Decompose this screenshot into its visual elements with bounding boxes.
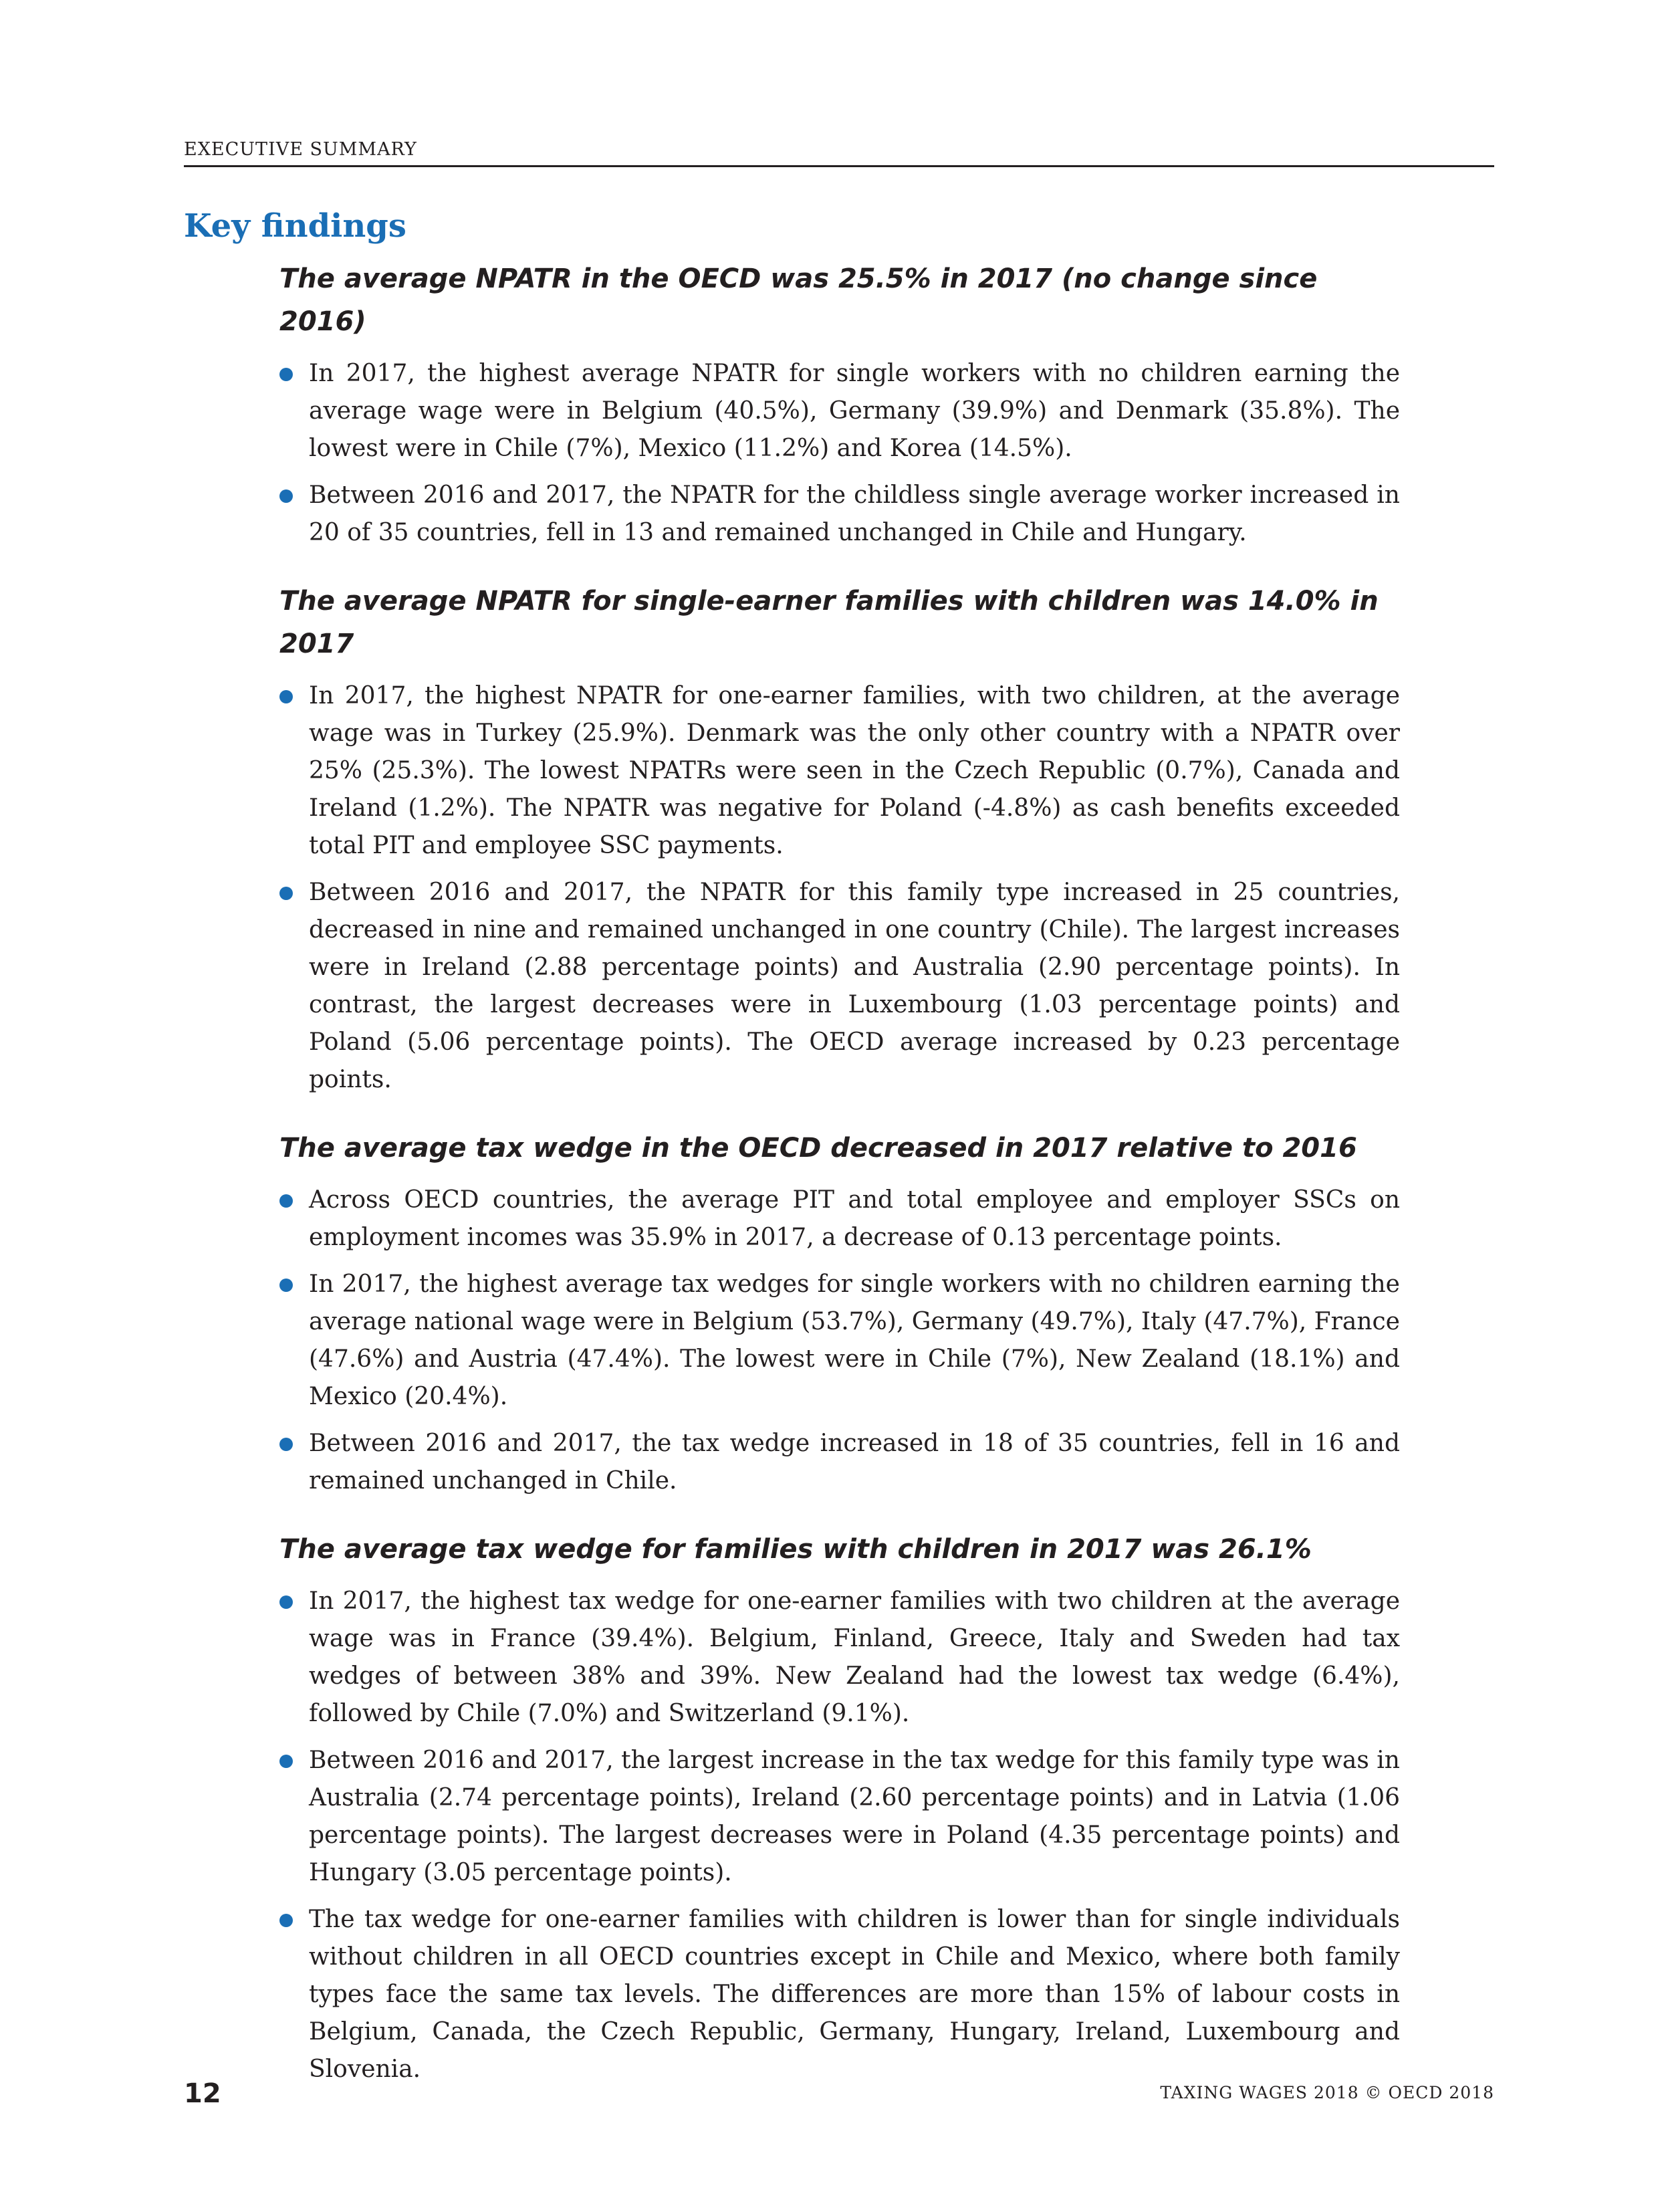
bullet-icon [279, 1755, 293, 1768]
bullet-item [279, 355, 1400, 467]
bullet-icon [279, 1279, 293, 1292]
bullet-text: Between 2016 and 2017, the tax wedge increased in 18 of 35 countries, fell in 16 and remained unchanged in Chile. [309, 1430, 1400, 1495]
bullet-text: Across OECD countries, the average PIT and total employee and employer SSCs on employment incomes was 35.9% in 2017, a decrease of 0.13 percentage points. [309, 1186, 1400, 1251]
finding-section [279, 257, 1400, 552]
bullet-text: Between 2016 and 2017, the largest increase in the tax wedge for this family type was in Australia (2.74 percentage points), Ireland (2.60 percentage points) and in Latvia (1.06 percentage points). The largest decreases were in Poland (4.35 percentage points) and Hungary (3.05 percentage points). [309, 1747, 1400, 1886]
bullet-icon [279, 887, 293, 900]
bullet-item [279, 1182, 1400, 1256]
bullet-list [279, 677, 1400, 1099]
bullet-icon [279, 489, 293, 503]
bullet-icon [279, 1194, 293, 1208]
finding-section [279, 1127, 1400, 1500]
section-heading: The average tax wedge in the OECD decreased in 2017 relative to 2016 [279, 1133, 1357, 1164]
bullet-item [279, 477, 1400, 552]
bullet-text: Between 2016 and 2017, the NPATR for this family type increased in 25 countries, decreased in nine and remained unchanged in one country (Chile). The largest increases were in Ireland (2.88 percentage points) and Australia (2.90 percentage points). In contrast, the largest decreases were in Luxembourg (1.03 percentage points) and Poland (5.06 percentage points). The OECD average increased by 0.23 percentage points. [309, 879, 1400, 1093]
bullet-item [279, 1583, 1400, 1733]
bullet-list [279, 355, 1400, 552]
bullet-icon [279, 1914, 293, 1927]
key-findings-content [279, 257, 1400, 2116]
bullet-item [279, 677, 1400, 865]
section-heading: The average NPATR in the OECD was 25.5% in 2017 (no change since 2016) [279, 263, 1318, 337]
bullet-text: In 2017, the highest average tax wedges for single workers with no children earning the average national wage were in Belgium (53.7%), Germany (49.7%), Italy (47.7%), France (47.6%) and Austria (47.4%). The lowest were in Chile (7%), New Zealand (18.1%) and Mexico (20.4%). [309, 1270, 1400, 1410]
bullet-text: In 2017, the highest NPATR for one-earner families, with two children, at the average wage was in Turkey (25.9%). Denmark was the only other country with a NPATR over 25% (25.3%). The lowest NPATRs were seen in the Czech Republic (0.7%), Canada and Ireland (1.2%). The NPATR was negative for Poland (-4.8%) as cash benefits exceeded total PIT and employee SSC payments. [309, 682, 1400, 859]
bullet-text: In 2017, the highest average NPATR for single workers with no children earning the average wage were in Belgium (40.5%), Germany (39.9%) and Denmark (35.8%). The lowest were in Chile (7%), Mexico (11.2%) and Korea (14.5%). [309, 360, 1400, 462]
finding-section [279, 580, 1400, 1099]
bullet-icon [279, 1595, 293, 1609]
bullet-list [279, 1182, 1400, 1500]
bullet-text: In 2017, the highest tax wedge for one-earner families with two children at the average wage was in France (39.4%). Belgium, Finland, Greece, Italy and Sweden had tax wedges of between 38% and 39%. New Zealand had the lowest tax wedge (6.4%), followed by Chile (7.0%) and Switzerland (9.1%). [309, 1587, 1400, 1727]
finding-section [279, 1528, 1400, 2088]
bullet-item [279, 1742, 1400, 1892]
bullet-item [279, 1425, 1400, 1500]
section-heading: The average NPATR for single-earner families with children was 14.0% in 2017 [279, 586, 1379, 659]
section-heading: The average tax wedge for families with children in 2017 was 26.1% [279, 1534, 1312, 1565]
page-title: Key findings [184, 207, 406, 245]
page-number: 12 [184, 2078, 221, 2109]
running-head: EXECUTIVE SUMMARY [184, 139, 1494, 167]
bullet-item [279, 1266, 1400, 1416]
bullet-list [279, 1583, 1400, 2088]
bullet-icon [279, 690, 293, 703]
bullet-item [279, 1901, 1400, 2088]
bullet-icon [279, 1438, 293, 1451]
publication-footer: TAXING WAGES 2018 © OECD 2018 [1160, 2083, 1494, 2102]
bullet-item [279, 874, 1400, 1099]
bullet-text: Between 2016 and 2017, the NPATR for the childless single average worker increased in 20 of 35 countries, fell in 13 and remained unchanged in Chile and Hungary. [309, 481, 1400, 546]
bullet-text: The tax wedge for one-earner families with children is lower than for single individuals without children in all OECD countries except in Chile and Mexico, where both family types face the same tax levels. The differences are more than 15% of labour costs in Belgium, Canada, the Czech Republic, Germany, Hungary, Ireland, Luxembourg and Slovenia. [309, 1906, 1400, 2083]
bullet-icon [279, 368, 293, 381]
